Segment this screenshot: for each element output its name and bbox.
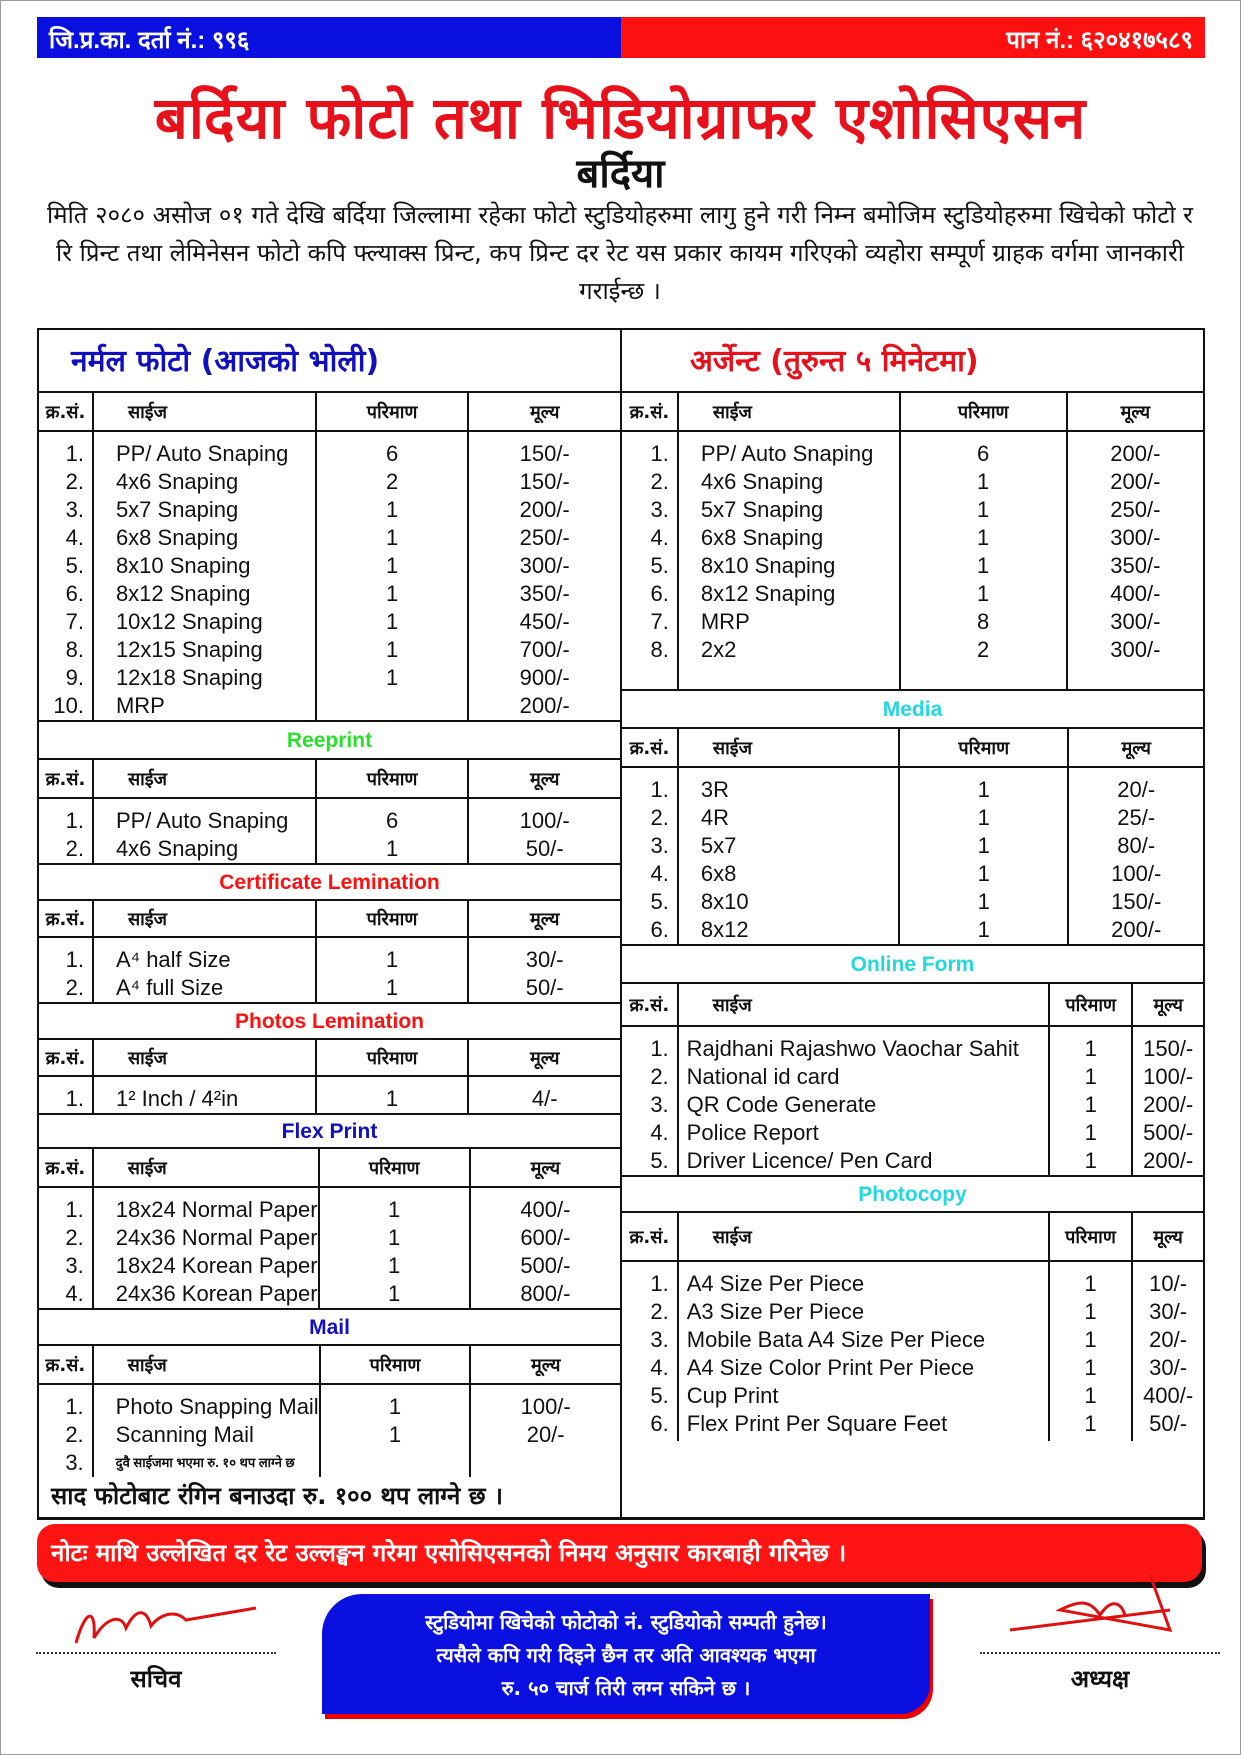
cell-sn: 2. — [650, 805, 669, 830]
table-body-row — [622, 431, 1203, 689]
cell-sn: 1. — [65, 1197, 84, 1222]
cell-qty: 1 — [1084, 1411, 1097, 1436]
section-title-urgent: अर्जेन्ट (तुरुन्त ५ मिनेटमा) — [622, 330, 1203, 393]
cell-size: 8x10 — [700, 889, 749, 914]
cell-size: Rajdhani Rajashwo Vaochar Sahit — [686, 1036, 1019, 1061]
cell-price: 200/- — [1111, 917, 1162, 942]
column-header-price: मूल्य — [468, 760, 620, 798]
cell-size: 8x10 Snaping — [115, 553, 251, 578]
cell-qty: 1 — [388, 1197, 401, 1222]
cell-size: 6x8 — [700, 861, 737, 886]
cell-sn: 1. — [65, 947, 84, 972]
column-header-qty: परिमाण — [316, 393, 469, 431]
cell-qty: 1 — [977, 833, 990, 858]
cell-qty: 1 — [977, 469, 990, 494]
cell-sn: 4. — [65, 1281, 84, 1306]
cell-qty: 1 — [385, 665, 399, 690]
cell-price: 900/- — [519, 665, 570, 690]
price-table-reprint — [39, 760, 620, 863]
cell-sn: 3. — [65, 497, 84, 522]
cell-size: MRP — [115, 693, 165, 718]
column-header-qty: परिमाण — [1049, 984, 1132, 1026]
column-header-price: मूल्य — [1132, 1213, 1203, 1261]
cell-sn: 5. — [650, 553, 669, 578]
cell-qty: 1 — [1084, 1064, 1097, 1089]
cell-qty — [321, 1449, 470, 1477]
column-header-qty: परिमाण — [899, 729, 1068, 767]
cell-qty: 1 — [385, 947, 399, 972]
column-header-size: साईज — [678, 984, 1049, 1026]
cell-sn: 3. — [650, 833, 669, 858]
price-table-online — [622, 984, 1203, 1175]
cell-size: 2x2 — [700, 637, 737, 662]
cell-price: 100/- — [1143, 1064, 1194, 1089]
district-subtitle: बर्दिया — [576, 151, 665, 197]
cell-size: A4 Size Per Piece — [686, 1271, 865, 1296]
cell-qty: 2 — [977, 637, 990, 662]
cell-qty: 1 — [977, 581, 990, 606]
cell-price: 500/- — [1143, 1120, 1194, 1145]
cell-price: 250/- — [519, 525, 570, 550]
cell-sn: 4. — [650, 1120, 669, 1145]
cell-qty: 2 — [385, 469, 399, 494]
cell-sn: 1. — [650, 1271, 669, 1296]
cell-size: 8x10 Snaping — [700, 553, 836, 578]
cell-size: 12x15 Snaping — [115, 637, 263, 662]
section-title-photocopy: Photocopy — [622, 1177, 1203, 1213]
cell-price: 600/- — [520, 1225, 571, 1250]
table-body-row — [39, 937, 620, 1002]
cell-sn: 1. — [650, 777, 669, 802]
cell-sn: 2. — [65, 1225, 84, 1250]
cell-sn: 2. — [650, 1299, 669, 1324]
section-title-certificate: Certificate Lemination — [39, 865, 620, 901]
president-signature-block — [980, 1640, 1220, 1695]
price-table-certificate — [39, 901, 620, 1002]
section-title-online: Online Form — [622, 946, 1203, 984]
copyright-line: रु. ५० चार्ज तिरी लग्न सकिने छ । — [501, 1676, 751, 1700]
pan-number: पान नं.: ६२०४१७५८९ — [621, 17, 1205, 58]
cell-price: 800/- — [520, 1281, 571, 1306]
cell-qty: 1 — [1084, 1148, 1097, 1173]
cell-sn: 6. — [650, 581, 669, 606]
top-bar — [37, 17, 1205, 58]
cell-price: 200/- — [1143, 1092, 1194, 1117]
column-header-size: साईज — [93, 393, 316, 431]
column-header-size: साईज — [93, 1346, 320, 1384]
right-column — [622, 330, 1203, 1518]
cell-sn: 2. — [65, 469, 84, 494]
cell-size: PP/ Auto Snaping — [115, 441, 289, 466]
cell-price: 400/- — [1110, 581, 1161, 606]
cell-price: 30/- — [1149, 1355, 1188, 1380]
section-title-media: Media — [622, 691, 1203, 729]
cell-qty: 1 — [977, 497, 990, 522]
cell-sn: 7. — [65, 609, 84, 634]
cell-price: 300/- — [1110, 525, 1161, 550]
column-header-size: साईज — [93, 1040, 316, 1076]
section-title-reprint: Reeprint — [39, 722, 620, 760]
column-header-price: मूल्य — [468, 393, 620, 431]
cell-sn: 2. — [65, 836, 84, 861]
cell-qty: 1 — [1084, 1036, 1097, 1061]
cell-price: 20/- — [1149, 1327, 1188, 1352]
cell-qty: 1 — [977, 917, 990, 942]
cell-price: 30/- — [525, 947, 564, 972]
cell-price: 25/- — [1117, 805, 1156, 830]
cell-sn: 9. — [65, 665, 84, 690]
cell-price: 300/- — [1110, 637, 1161, 662]
cell-qty: 1 — [385, 581, 399, 606]
cell-price: 300/- — [519, 553, 570, 578]
column-header-sn: क्र.सं. — [622, 984, 678, 1026]
column-header-qty: परिमाण — [320, 1346, 471, 1384]
cell-price: 150/- — [519, 441, 570, 466]
cell-price: 450/- — [519, 609, 570, 634]
cell-size: 4x6 Snaping — [700, 469, 824, 494]
cell-size: Mobile Bata A4 Size Per Piece — [686, 1327, 986, 1352]
cell-price: 400/- — [1143, 1383, 1194, 1408]
intro-paragraph: मिति २०८० असोज ०१ गते देखि बर्दिया जिल्लामा रहेका फोटो स्टुडियोहरुमा लागु हुने गरी निम्न बमोजिम स्टुडियोहरुमा खिचेको फोटो र रि प्रिन्ट तथा लेमिनेसन फोटो कपि फ्ल्याक्स प्रिन्ट, कप प्रिन्ट दर रेट यस प्रकार कायम गरिएको व्यहोरा सम्पूर्ण ग्राहक वर्गमा जानकारी गराईन्छ । — [47, 201, 1193, 305]
cell-qty: 8 — [977, 609, 990, 634]
cell-sn: 3. — [65, 1253, 84, 1278]
column-header-sn: क्र.सं. — [622, 729, 678, 767]
cell-sn: 5. — [650, 1383, 669, 1408]
cell-price: 200/- — [519, 693, 570, 718]
cell-qty — [317, 692, 468, 720]
cell-sn: 1. — [65, 808, 84, 833]
column-header-size: साईज — [93, 760, 316, 798]
cell-price: 300/- — [1110, 609, 1161, 634]
cell-sn: 3. — [650, 497, 669, 522]
copyright-notice — [322, 1594, 930, 1714]
cell-size: Flex Print Per Square Feet — [686, 1411, 948, 1436]
cell-qty: 1 — [1084, 1383, 1097, 1408]
column-header-sn: क्र.सं. — [39, 1346, 93, 1384]
section-title-photos_lamination: Photos Lemination — [39, 1004, 620, 1040]
cell-qty: 6 — [977, 441, 990, 466]
column-header-size: साईज — [93, 901, 316, 937]
cell-sn: 5. — [65, 553, 84, 578]
cell-sn: 8. — [65, 637, 84, 662]
association-title: बर्दिया फोटो तथा भिडियोग्राफर एशोसिएसन — [154, 84, 1087, 152]
column-header-qty: परिमाण — [1049, 1213, 1133, 1261]
column-header-sn: क्र.सं. — [39, 760, 93, 798]
warning-note: नोटः माथि उल्लेखित दर रेट उल्लङ्घन गरेमा एसोसिएसनको निमय अनुसार कारबाही गरिनेछ । — [37, 1524, 1202, 1582]
cell-price: 400/- — [520, 1197, 571, 1222]
cell-size: 5x7 Snaping — [700, 497, 824, 522]
cell-size: A4 Size Color Print Per Piece — [686, 1355, 975, 1380]
cell-price: 200/- — [1143, 1148, 1194, 1173]
left-column — [39, 330, 622, 1518]
cell-size: PP/ Auto Snaping — [700, 441, 874, 466]
section-title-mail: Mail — [39, 1310, 620, 1346]
column-header-price: मूल्य — [468, 1040, 620, 1076]
table-body-row — [622, 1261, 1203, 1441]
table-body-row — [39, 1384, 620, 1477]
cell-qty: 1 — [1084, 1092, 1097, 1117]
cell-sn: 3. — [650, 1327, 669, 1352]
cell-price: 50/- — [525, 975, 564, 1000]
cell-size: 18x24 Korean Paper — [115, 1253, 318, 1278]
cell-sn: 6. — [650, 917, 669, 942]
cell-qty: 1 — [1084, 1355, 1097, 1380]
cell-qty: 1 — [977, 525, 990, 550]
cell-size: 8x12 Snaping — [700, 581, 836, 606]
column-header-price: मूल्य — [468, 901, 620, 937]
cell-price: 200/- — [1110, 469, 1161, 494]
column-header-size: साईज — [678, 1213, 1049, 1261]
cell-size: 10x12 Snaping — [115, 609, 263, 634]
cell-price: 500/- — [520, 1253, 571, 1278]
cell-sn: 6. — [650, 1411, 669, 1436]
cell-size: 4x6 Snaping — [115, 469, 239, 494]
cell-sn: 7. — [650, 609, 669, 634]
column-header-sn: क्र.सं. — [622, 1213, 678, 1261]
cell-price: 20/- — [526, 1422, 565, 1447]
cell-size: 5x7 — [700, 833, 737, 858]
cell-size: MRP — [700, 609, 750, 634]
cell-size: 8x12 Snaping — [115, 581, 251, 606]
cell-sn: 4. — [65, 525, 84, 550]
cell-price: 150/- — [519, 469, 570, 494]
column-header-size: साईज — [678, 729, 899, 767]
cell-qty: 1 — [1084, 1327, 1097, 1352]
cell-size: दुवै साईजमा भएमा रु. १० थप लाग्ने छ — [115, 1455, 295, 1470]
cell-size: QR Code Generate — [686, 1092, 877, 1117]
cell-qty: 1 — [977, 553, 990, 578]
cell-sn: 5. — [650, 889, 669, 914]
cell-price: 50/- — [525, 836, 564, 861]
cell-size: A⁴ full Size — [115, 975, 224, 1000]
column-header-sn: क्र.सं. — [39, 393, 93, 431]
section-title-normal: नर्मल फोटो (आजको भोली) — [39, 330, 620, 393]
column-header-price: मूल्य — [470, 1149, 620, 1187]
cell-qty: 1 — [977, 805, 990, 830]
column-header-price: मूल्य — [470, 1346, 620, 1384]
cell-sn: 8. — [650, 637, 669, 662]
cell-price: 50/- — [1149, 1411, 1188, 1436]
cell-sn: 1. — [65, 1394, 84, 1419]
cell-qty: 1 — [385, 609, 399, 634]
table-body-row — [39, 1076, 620, 1113]
cell-size: Driver Licence/ Pen Card — [686, 1148, 933, 1173]
cell-size: Cup Print — [686, 1383, 779, 1408]
cell-qty: 1 — [977, 777, 990, 802]
column-header-price: मूल्य — [1067, 393, 1203, 431]
column-header-qty: परिमाण — [900, 393, 1067, 431]
cell-sn: 5. — [650, 1148, 669, 1173]
cell-price: 4/- — [531, 1086, 558, 1111]
cell-size: Scanning Mail — [115, 1422, 254, 1447]
cell-sn: 2. — [65, 975, 84, 1000]
cell-price: 700/- — [519, 637, 570, 662]
cell-size: National id card — [686, 1064, 840, 1089]
cell-qty: 1 — [388, 1281, 401, 1306]
cell-sn: 10. — [53, 693, 84, 718]
cell-price — [471, 1449, 620, 1477]
price-table-normal — [39, 393, 620, 720]
column-header-price: मूल्य — [1132, 984, 1203, 1026]
cell-sn: 2. — [65, 1422, 84, 1447]
cell-price: 100/- — [520, 1394, 571, 1419]
signature-icon — [66, 1588, 266, 1658]
cell-qty: 1 — [385, 975, 399, 1000]
cell-price: 200/- — [1110, 441, 1161, 466]
cell-qty: 6 — [385, 441, 399, 466]
cell-sn: 1. — [65, 1086, 84, 1111]
cell-size: 3R — [700, 777, 730, 802]
cell-size: 5x7 Snaping — [115, 497, 239, 522]
table-body-row — [39, 798, 620, 863]
column-header-sn: क्र.सं. — [39, 1040, 93, 1076]
cell-sn: 2. — [650, 469, 669, 494]
copyright-line: त्यसैले कपि गरी दिइने छैन तर अति आवश्यक भएमा — [436, 1643, 816, 1667]
cell-sn: 1. — [650, 1036, 669, 1061]
cell-price: 200/- — [519, 497, 570, 522]
cell-price: 10/- — [1149, 1271, 1188, 1296]
cell-size: A⁴ half Size — [115, 947, 231, 972]
cell-qty: 1 — [385, 637, 399, 662]
cell-price: 350/- — [519, 581, 570, 606]
cell-size: 4x6 Snaping — [115, 836, 239, 861]
column-header-qty: परिमाण — [319, 1149, 470, 1187]
cell-qty: 1 — [977, 861, 990, 886]
price-table-media — [622, 729, 1203, 944]
column-header-price: मूल्य — [1068, 729, 1203, 767]
column-header-sn: क्र.सं. — [39, 1149, 93, 1187]
column-header-sn: क्र.सं. — [622, 393, 678, 431]
cell-qty: 1 — [388, 1394, 402, 1419]
president-label: अध्यक्ष — [1070, 1665, 1130, 1693]
cell-qty: 1 — [388, 1225, 401, 1250]
registration-number: जि.प्र.का. दर्ता नं.: ९९६ — [37, 17, 621, 58]
cell-qty: 1 — [385, 1086, 399, 1111]
cell-size: 4R — [700, 805, 730, 830]
cell-size: 24x36 Korean Paper — [115, 1281, 318, 1306]
cell-qty: 1 — [977, 889, 990, 914]
secretary-label: सचिव — [130, 1665, 182, 1693]
table-body-row — [622, 1026, 1203, 1175]
cell-qty: 1 — [385, 836, 399, 861]
cell-sn: 4. — [650, 1355, 669, 1380]
column-header-size: साईज — [93, 1149, 319, 1187]
price-table-urgent — [622, 393, 1203, 689]
cell-size: 1² Inch / 4²in — [115, 1086, 239, 1111]
cell-size: Police Report — [686, 1120, 819, 1145]
cell-price: 150/- — [1143, 1036, 1194, 1061]
column-header-qty: परिमाण — [316, 901, 469, 937]
cell-qty: 1 — [385, 525, 399, 550]
cell-price: 150/- — [1111, 889, 1162, 914]
cell-price: 20/- — [1117, 777, 1156, 802]
secretary-signature-block — [36, 1640, 276, 1695]
table-body-row — [622, 767, 1203, 944]
signature-icon — [1000, 1570, 1220, 1650]
column-header-sn: क्र.सं. — [39, 901, 93, 937]
cell-size: 18x24 Normal Paper — [115, 1197, 318, 1222]
price-table-mail — [39, 1346, 620, 1477]
cell-qty: 1 — [1084, 1299, 1097, 1324]
cell-sn: 4. — [650, 861, 669, 886]
cell-size: 6x8 Snaping — [700, 525, 824, 550]
colorization-note: साद फोटोबाट रंगिन बनाउदा रु. १०० थप लाग्ने छ । — [37, 1475, 1205, 1519]
cell-size: 12x18 Snaping — [115, 665, 263, 690]
column-header-size: साईज — [678, 393, 900, 431]
cell-price: 350/- — [1110, 553, 1161, 578]
cell-sn: 1. — [65, 441, 84, 466]
cell-size: Photo Snapping Mail — [115, 1394, 319, 1419]
cell-price: 80/- — [1117, 833, 1156, 858]
table-body-row — [39, 431, 620, 720]
price-table-photos_lamination — [39, 1040, 620, 1113]
cell-qty: 1 — [388, 1253, 401, 1278]
copyright-line: स्टुडियोमा खिचेको फोटोको नं. स्टुडियोको सम्पती हुनेछ। — [425, 1610, 827, 1634]
cell-qty: 1 — [1084, 1271, 1097, 1296]
cell-sn: 2. — [650, 1064, 669, 1089]
cell-sn: 3. — [65, 1450, 84, 1475]
cell-qty: 1 — [385, 553, 399, 578]
cell-sn: 1. — [650, 441, 669, 466]
cell-size: 6x8 Snaping — [115, 525, 239, 550]
cell-qty: 1 — [388, 1422, 402, 1447]
cell-size: 24x36 Normal Paper — [115, 1225, 318, 1250]
table-body-row — [39, 1187, 620, 1308]
rate-board — [37, 328, 1205, 1520]
cell-price: 100/- — [519, 808, 570, 833]
cell-size: A3 Size Per Piece — [686, 1299, 865, 1324]
cell-size: 8x12 — [700, 917, 749, 942]
cell-qty: 1 — [1084, 1120, 1097, 1145]
column-header-qty: परिमाण — [316, 760, 469, 798]
price-table-photocopy — [622, 1213, 1203, 1441]
cell-price: 100/- — [1111, 861, 1162, 886]
cell-size: PP/ Auto Snaping — [115, 808, 289, 833]
price-table-flex — [39, 1149, 620, 1308]
column-header-qty: परिमाण — [316, 1040, 469, 1076]
cell-price: 250/- — [1110, 497, 1161, 522]
cell-sn: 6. — [65, 581, 84, 606]
cell-sn: 4. — [650, 525, 669, 550]
cell-price: 30/- — [1149, 1299, 1188, 1324]
cell-sn: 3. — [650, 1092, 669, 1117]
cell-qty: 1 — [385, 497, 399, 522]
section-title-flex: Flex Print — [39, 1115, 620, 1149]
cell-qty: 6 — [385, 808, 399, 833]
